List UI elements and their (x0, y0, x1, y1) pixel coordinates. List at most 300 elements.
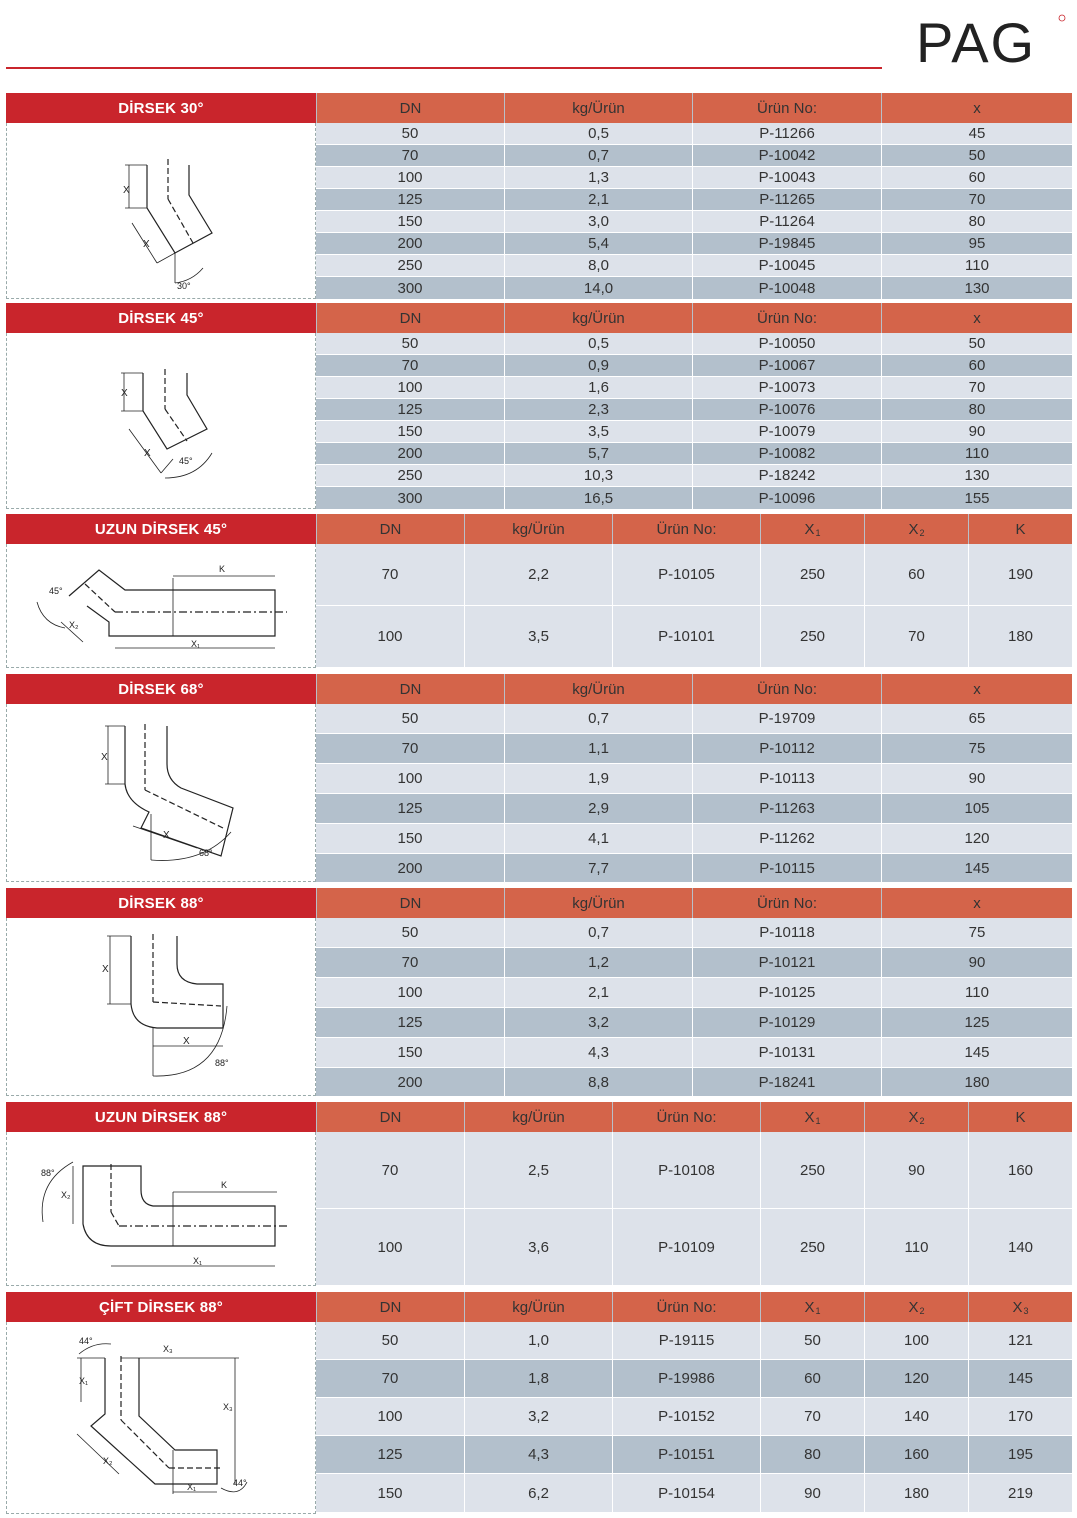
svg-text:44°: 44° (233, 1478, 247, 1488)
cell-dn: 70 (381, 1161, 399, 1179)
cell-urun-no: P-10079 (692, 421, 881, 442)
cell-x: 155 (881, 487, 1072, 509)
elbow-45-diagram (6, 333, 316, 509)
svg-text:X₃: X₃ (163, 1344, 173, 1354)
table-row (316, 544, 1072, 606)
cell-dn: 200 (397, 235, 423, 252)
cell-x: 125 (881, 1008, 1072, 1037)
cell-kg: 10,3 (504, 465, 692, 486)
table-body (316, 918, 1072, 1096)
cell-x: 110 (881, 255, 1072, 276)
cell-urun-no: P-11263 (692, 794, 881, 823)
cell-urun-no: P-10113 (692, 764, 881, 793)
cell-kg: 2,9 (504, 794, 692, 823)
col-x3: X $_3$ (968, 1292, 1072, 1322)
section-title: DİRSEK 30° (6, 93, 316, 123)
cell-kg: 2,1 (504, 978, 692, 1007)
col-kg: kg/Ürün (464, 1102, 612, 1132)
table-row (316, 211, 1072, 233)
table-row (316, 333, 1072, 355)
cell-x1: 60 (760, 1360, 864, 1397)
cell-x2: 180 (864, 1474, 968, 1512)
section-header (6, 674, 1072, 704)
cell-dn: 50 (401, 335, 419, 352)
col-dn: DN (316, 1102, 464, 1132)
cell-kg: 3,5 (464, 606, 612, 667)
table-row (316, 978, 1072, 1008)
cell-urun-no: P-19709 (692, 704, 881, 733)
cell-k: 180 (968, 606, 1072, 667)
svg-text:88°: 88° (215, 1058, 229, 1068)
cell-urun-no: P-10043 (692, 167, 881, 188)
cell-kg: 1,3 (504, 167, 692, 188)
svg-text:X: X (123, 185, 130, 196)
cell-kg: 0,9 (504, 355, 692, 376)
cell-kg: 3,6 (464, 1209, 612, 1285)
table-row (316, 1360, 1072, 1398)
cell-x: 50 (881, 333, 1072, 354)
cell-x2: 70 (864, 606, 968, 667)
col-dn: DN (316, 514, 464, 544)
cell-urun-no: P-11266 (692, 123, 881, 144)
svg-text:88°: 88° (41, 1168, 55, 1178)
double-elbow-88-diagram (6, 1322, 316, 1514)
cell-kg: 1,0 (464, 1322, 612, 1359)
col-x: x (881, 93, 1072, 123)
cell-kg: 4,1 (504, 824, 692, 853)
cell-dn: 70 (401, 147, 419, 164)
table-body (316, 1322, 1072, 1512)
cell-x1: 90 (760, 1474, 864, 1512)
cell-kg: 5,7 (504, 443, 692, 464)
cell-x: 90 (881, 421, 1072, 442)
cell-x3: 145 (968, 1360, 1072, 1397)
cell-dn: 100 (377, 628, 403, 645)
cell-urun-no: P-10045 (692, 255, 881, 276)
cell-x3: 195 (968, 1436, 1072, 1473)
col-kg: kg/Ürün (504, 303, 692, 333)
section-dirsek-88 (6, 888, 1072, 1096)
cell-kg: 3,5 (504, 421, 692, 442)
section-header (6, 303, 1072, 333)
cell-urun-no: P-10121 (692, 948, 881, 977)
col-k: K (968, 1102, 1072, 1132)
section-title: UZUN DİRSEK 88° (6, 1102, 316, 1132)
table-row (316, 1038, 1072, 1068)
table-row (316, 1008, 1072, 1038)
col-x2: X $_2$ (864, 1102, 968, 1132)
cell-x1: 250 (760, 1209, 864, 1285)
cell-x: 65 (881, 704, 1072, 733)
table-row (316, 377, 1072, 399)
cell-dn: 100 (397, 770, 423, 787)
table-row (316, 606, 1072, 667)
cell-dn: 150 (397, 213, 423, 230)
section-title: UZUN DİRSEK 45° (6, 514, 316, 544)
section-dirsek-68 (6, 674, 1072, 882)
cell-urun-no: P-10050 (692, 333, 881, 354)
cell-dn: 70 (401, 954, 419, 971)
cell-urun-no: P-10105 (612, 544, 760, 605)
cell-urun-no: P-11262 (692, 824, 881, 853)
cell-x1: 80 (760, 1436, 864, 1473)
table-row (316, 1322, 1072, 1360)
cell-dn: 200 (397, 445, 423, 462)
table-row (316, 1132, 1072, 1209)
section-title: DİRSEK 88° (6, 888, 316, 918)
cell-urun-no: P-10067 (692, 355, 881, 376)
table-row (316, 421, 1072, 443)
cell-kg: 0,5 (504, 123, 692, 144)
table-row (316, 854, 1072, 882)
cell-dn: 125 (377, 1446, 403, 1463)
cell-urun-no: P-10118 (692, 918, 881, 947)
cell-kg: 0,7 (504, 704, 692, 733)
col-urun-no: Ürün No: (692, 303, 881, 333)
svg-text:45°: 45° (179, 456, 193, 466)
cell-x: 80 (881, 211, 1072, 232)
cell-dn: 300 (397, 489, 423, 507)
cell-urun-no: P-10048 (692, 277, 881, 299)
col-urun-no: Ürün No: (612, 1102, 760, 1132)
cell-kg: 16,5 (504, 487, 692, 509)
cell-kg: 2,5 (464, 1132, 612, 1208)
col-x1: X $_1$ (760, 514, 864, 544)
cell-kg: 7,7 (504, 854, 692, 882)
cell-dn: 150 (397, 423, 423, 440)
cell-urun-no: P-10151 (612, 1436, 760, 1473)
cell-dn: 250 (397, 467, 423, 484)
cell-kg: 0,7 (504, 145, 692, 166)
cell-dn: 70 (401, 740, 419, 757)
section-uzun-dirsek-45 (6, 514, 1072, 668)
cell-kg: 1,9 (504, 764, 692, 793)
cell-x1: 70 (760, 1398, 864, 1435)
svg-text:X₂: X₂ (61, 1190, 71, 1200)
cell-urun-no: P-10073 (692, 377, 881, 398)
cell-kg: 1,6 (504, 377, 692, 398)
cell-dn: 150 (377, 1484, 403, 1502)
section-title: DİRSEK 45° (6, 303, 316, 333)
elbow-30-diagram (6, 123, 316, 299)
cell-x3: 170 (968, 1398, 1072, 1435)
cell-x2: 110 (864, 1209, 968, 1285)
cell-dn: 100 (377, 1408, 403, 1425)
table-row (316, 145, 1072, 167)
svg-text:X: X (102, 964, 109, 975)
cell-x: 110 (881, 443, 1072, 464)
cell-dn: 150 (397, 1044, 423, 1061)
section-title: ÇİFT DİRSEK 88° (6, 1292, 316, 1322)
cell-urun-no: P-19986 (612, 1360, 760, 1397)
col-kg: kg/Ürün (504, 888, 692, 918)
col-k: K (968, 514, 1072, 544)
section-dirsek-30 (6, 93, 1072, 299)
svg-text:X₁: X₁ (79, 1376, 89, 1386)
table-row (316, 443, 1072, 465)
cell-x: 90 (881, 948, 1072, 977)
table-row (316, 277, 1072, 299)
table-row (316, 918, 1072, 948)
col-urun-no: Ürün No: (612, 1292, 760, 1322)
cell-kg: 1,1 (504, 734, 692, 763)
svg-text:44°: 44° (79, 1336, 93, 1346)
cell-kg: 4,3 (504, 1038, 692, 1067)
cell-urun-no: P-19115 (612, 1322, 760, 1359)
svg-text:X: X (144, 448, 151, 459)
cell-x: 75 (881, 918, 1072, 947)
section-header (6, 888, 1072, 918)
cell-urun-no: P-10042 (692, 145, 881, 166)
cell-dn: 50 (381, 1332, 399, 1349)
svg-text:X: X (121, 388, 128, 399)
cell-urun-no: P-11265 (692, 189, 881, 210)
svg-text:X: X (101, 752, 108, 763)
cell-dn: 125 (397, 401, 423, 418)
svg-text:X: X (143, 239, 150, 250)
cell-k: 140 (968, 1209, 1072, 1285)
cell-urun-no: P-11264 (692, 211, 881, 232)
cell-dn: 125 (397, 800, 423, 817)
cell-x2: 100 (864, 1322, 968, 1359)
cell-kg: 8,0 (504, 255, 692, 276)
cell-dn: 100 (397, 984, 423, 1001)
col-dn: DN (316, 888, 504, 918)
top-rule (6, 67, 882, 69)
col-x2: X $_2$ (864, 514, 968, 544)
cell-x: 180 (881, 1068, 1072, 1096)
col-kg: kg/Ürün (504, 93, 692, 123)
svg-text:K: K (221, 1180, 228, 1190)
cell-x1: 250 (760, 544, 864, 605)
cell-urun-no: P-10096 (692, 487, 881, 509)
cell-x: 70 (881, 377, 1072, 398)
section-title: DİRSEK 68° (6, 674, 316, 704)
section-header (6, 1102, 1072, 1132)
cell-dn: 300 (397, 279, 423, 297)
table-row (316, 123, 1072, 145)
long-elbow-45-diagram (6, 544, 316, 668)
section-cift-dirsek-88 (6, 1292, 1072, 1514)
cell-kg: 1,2 (504, 948, 692, 977)
cell-kg: 3,0 (504, 211, 692, 232)
cell-kg: 1,8 (464, 1360, 612, 1397)
cell-dn: 200 (397, 859, 423, 877)
cell-kg: 4,3 (464, 1436, 612, 1473)
cell-urun-no: P-10082 (692, 443, 881, 464)
col-urun-no: Ürün No: (692, 674, 881, 704)
cell-x2: 60 (864, 544, 968, 605)
cell-dn: 125 (397, 191, 423, 208)
section-header (6, 1292, 1072, 1322)
svg-text:X₂: X₂ (103, 1456, 113, 1466)
table-row (316, 167, 1072, 189)
col-x1: X $_1$ (760, 1292, 864, 1322)
cell-urun-no: P-10154 (612, 1474, 760, 1512)
cell-x: 130 (881, 465, 1072, 486)
section-header (6, 93, 1072, 123)
cell-x1: 250 (760, 606, 864, 667)
svg-text:K: K (219, 564, 226, 574)
col-dn: DN (316, 93, 504, 123)
section-header (6, 514, 1072, 544)
cell-urun-no: P-10101 (612, 606, 760, 667)
cell-dn: 50 (401, 924, 419, 941)
cell-urun-no: P-10125 (692, 978, 881, 1007)
table-body (316, 544, 1072, 667)
cell-kg: 8,8 (504, 1068, 692, 1096)
svg-text:PAG: PAG (916, 12, 1037, 70)
col-dn: DN (316, 674, 504, 704)
col-kg: kg/Ürün (464, 514, 612, 544)
cell-k: 160 (968, 1132, 1072, 1208)
table-row (316, 1209, 1072, 1285)
cell-x: 90 (881, 764, 1072, 793)
col-kg: kg/Ürün (464, 1292, 612, 1322)
cell-x: 80 (881, 399, 1072, 420)
cell-kg: 5,4 (504, 233, 692, 254)
cell-k: 190 (968, 544, 1072, 605)
svg-text:X₃: X₃ (223, 1402, 233, 1412)
cell-urun-no: P-10115 (692, 854, 881, 882)
cell-x3: 219 (968, 1474, 1072, 1512)
svg-text:68°: 68° (199, 848, 213, 858)
cell-urun-no: P-18241 (692, 1068, 881, 1096)
elbow-68-diagram (6, 704, 316, 882)
cell-dn: 150 (397, 830, 423, 847)
cell-x: 120 (881, 824, 1072, 853)
cell-kg: 0,5 (504, 333, 692, 354)
cell-dn: 70 (381, 566, 399, 583)
section-dirsek-45 (6, 303, 1072, 509)
table-body (316, 1132, 1072, 1285)
cell-x: 145 (881, 854, 1072, 882)
cell-dn: 250 (397, 257, 423, 274)
col-urun-no: Ürün No: (692, 93, 881, 123)
cell-dn: 100 (397, 169, 423, 186)
svg-text:X₂: X₂ (69, 620, 79, 630)
cell-x1: 50 (760, 1322, 864, 1359)
cell-urun-no: P-19845 (692, 233, 881, 254)
cell-dn: 70 (401, 357, 419, 374)
cell-kg: 2,1 (504, 189, 692, 210)
cell-x: 110 (881, 978, 1072, 1007)
cell-urun-no: P-10131 (692, 1038, 881, 1067)
table-row (316, 255, 1072, 277)
table-row (316, 948, 1072, 978)
table-row (316, 1398, 1072, 1436)
table-row (316, 487, 1072, 509)
cell-kg: 3,2 (504, 1008, 692, 1037)
cell-urun-no: P-10076 (692, 399, 881, 420)
cell-x2: 140 (864, 1398, 968, 1435)
col-x: x (881, 674, 1072, 704)
table-body (316, 704, 1072, 882)
svg-text:X₁: X₁ (191, 639, 201, 649)
cell-dn: 100 (377, 1238, 403, 1256)
cell-urun-no: P-10129 (692, 1008, 881, 1037)
col-x1: X $_1$ (760, 1102, 864, 1132)
cell-kg: 3,2 (464, 1398, 612, 1435)
cell-x3: 121 (968, 1322, 1072, 1359)
cell-x: 105 (881, 794, 1072, 823)
table-row (316, 189, 1072, 211)
table-row (316, 764, 1072, 794)
table-row (316, 704, 1072, 734)
cell-urun-no: P-18242 (692, 465, 881, 486)
col-x: x (881, 303, 1072, 333)
cell-dn: 125 (397, 1014, 423, 1031)
table-row (316, 233, 1072, 255)
table-row (316, 355, 1072, 377)
table-row (316, 794, 1072, 824)
cell-kg: 2,2 (464, 544, 612, 605)
cell-x: 75 (881, 734, 1072, 763)
cell-dn: 200 (397, 1073, 423, 1091)
cell-urun-no: P-10109 (612, 1209, 760, 1285)
cell-dn: 50 (401, 710, 419, 727)
cell-dn: 50 (401, 125, 419, 142)
table-row (316, 1474, 1072, 1512)
col-urun-no: Ürün No: (612, 514, 760, 544)
cell-urun-no: P-10112 (692, 734, 881, 763)
cell-kg: 0,7 (504, 918, 692, 947)
col-urun-no: Ürün No: (692, 888, 881, 918)
svg-text:X₁: X₁ (187, 1482, 197, 1492)
cell-x: 130 (881, 277, 1072, 299)
table-row (316, 1068, 1072, 1096)
long-elbow-88-diagram (6, 1132, 316, 1286)
table-row (316, 465, 1072, 487)
cell-dn: 100 (397, 379, 423, 396)
svg-text:X: X (183, 1036, 190, 1047)
cell-x: 50 (881, 145, 1072, 166)
col-dn: DN (316, 303, 504, 333)
cell-x: 60 (881, 167, 1072, 188)
pag-logo (916, 12, 1066, 70)
cell-x2: 90 (864, 1132, 968, 1208)
cell-urun-no: P-10108 (612, 1132, 760, 1208)
svg-text:45°: 45° (49, 586, 63, 596)
table-body (316, 333, 1072, 509)
cell-x: 95 (881, 233, 1072, 254)
table-row (316, 734, 1072, 764)
cell-kg: 14,0 (504, 277, 692, 299)
cell-x2: 160 (864, 1436, 968, 1473)
svg-text:X₁: X₁ (193, 1256, 203, 1266)
cell-x: 60 (881, 355, 1072, 376)
cell-dn: 70 (381, 1370, 399, 1387)
elbow-88-diagram (6, 918, 316, 1096)
svg-text:X: X (163, 830, 170, 841)
col-x2: X $_2$ (864, 1292, 968, 1322)
col-x: x (881, 888, 1072, 918)
table-row (316, 1436, 1072, 1474)
section-uzun-dirsek-88 (6, 1102, 1072, 1286)
cell-kg: 6,2 (464, 1474, 612, 1512)
cell-x1: 250 (760, 1132, 864, 1208)
col-dn: DN (316, 1292, 464, 1322)
cell-x2: 120 (864, 1360, 968, 1397)
cell-x: 145 (881, 1038, 1072, 1067)
cell-kg: 2,3 (504, 399, 692, 420)
cell-urun-no: P-10152 (612, 1398, 760, 1435)
col-kg: kg/Ürün (504, 674, 692, 704)
table-body (316, 123, 1072, 299)
svg-text:30°: 30° (177, 281, 191, 291)
table-row (316, 824, 1072, 854)
cell-x: 70 (881, 189, 1072, 210)
